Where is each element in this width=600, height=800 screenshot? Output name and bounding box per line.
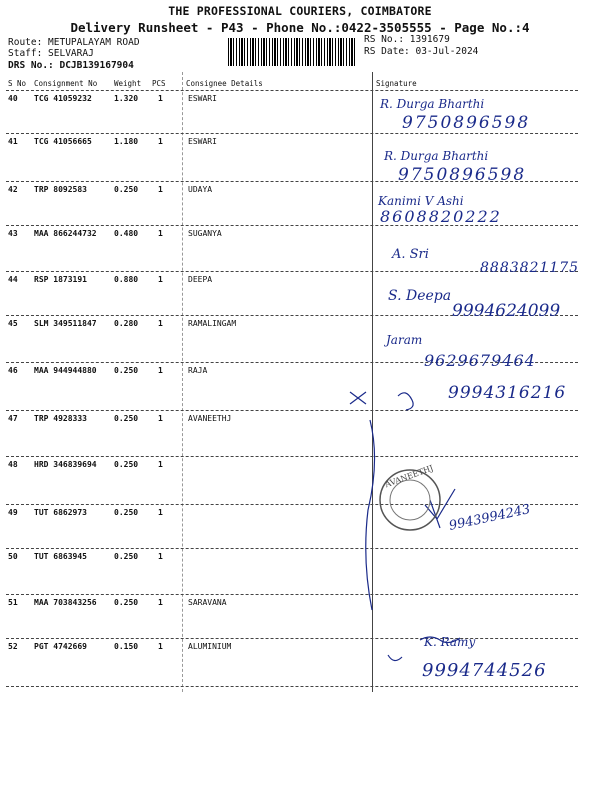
cell-pcs: 1 xyxy=(158,229,163,238)
cell-consignment: TUT 6863945 xyxy=(34,552,87,561)
cell-weight: 0.480 xyxy=(114,229,139,238)
cross-mark xyxy=(350,392,366,404)
rs-date: RS Date: 03-Jul-2024 xyxy=(364,46,479,57)
cell-weight: 0.150 xyxy=(114,642,139,651)
col-weight: Weight xyxy=(114,79,142,88)
cell-weight: 0.250 xyxy=(114,598,139,607)
cell-sno: 42 xyxy=(8,185,18,194)
cell-weight: 0.250 xyxy=(114,552,139,561)
sig-phone-49: 9943994243 xyxy=(447,502,532,534)
sig-phone-46: 9994316216 xyxy=(448,383,567,403)
cell-consignment: TRP 8092583 xyxy=(34,185,87,194)
sig-phone-52: 9994744526 xyxy=(422,660,547,681)
route-label: Route: METUPALAYAM ROAD xyxy=(8,37,140,48)
col-signature: Signature xyxy=(376,79,417,88)
cell-pcs: 1 xyxy=(158,137,163,146)
cell-consignee: UDAYA xyxy=(188,185,213,194)
cell-consignee: DEEPA xyxy=(188,275,213,284)
cell-consignment: TCG 41056665 xyxy=(34,137,92,146)
cell-sno: 50 xyxy=(8,552,18,561)
cell-consignee: ESWARI xyxy=(188,94,217,103)
cell-consignee: RAMALINGAM xyxy=(188,319,237,328)
cell-consignment: MAA 866244732 xyxy=(34,229,97,238)
sig-name-40: R. Durga Bharthi xyxy=(380,97,485,111)
cell-sno: 48 xyxy=(8,460,18,469)
cell-sno: 46 xyxy=(8,366,18,375)
cell-pcs: 1 xyxy=(158,366,163,375)
col-consignee: Consignee Details xyxy=(186,79,263,88)
cell-pcs: 1 xyxy=(158,598,163,607)
cell-pcs: 1 xyxy=(158,275,163,284)
sig-name-44: S. Deepa xyxy=(388,288,452,304)
cell-consignment: TRP 4928333 xyxy=(34,414,87,423)
cell-weight: 0.250 xyxy=(114,414,139,423)
long-stroke xyxy=(366,420,375,610)
cell-consignee: AVANEETHJ xyxy=(188,414,232,423)
cell-consignment: TCG 41059232 xyxy=(34,94,92,103)
sig-name-43: A. Sri xyxy=(392,247,429,262)
cell-consignment: RSP 1873191 xyxy=(34,275,87,284)
cell-pcs: 1 xyxy=(158,552,163,561)
cell-consignee: RAJA xyxy=(188,366,208,375)
cell-sno: 52 xyxy=(8,642,18,651)
cell-consignment: MAA 944944880 xyxy=(34,366,97,375)
runsheet-subtitle: Delivery Runsheet - P43 - Phone No.:0422-3505555 - Page No.:4 xyxy=(70,20,530,35)
cell-weight: 1.320 xyxy=(114,94,139,103)
handwriting-group xyxy=(350,97,579,681)
cell-weight: 0.250 xyxy=(114,508,139,517)
drs-number: DRS No.: DCJB139167904 xyxy=(8,60,134,71)
sig-phone-40: 9750896598 xyxy=(402,113,531,133)
cell-weight: 0.280 xyxy=(114,319,139,328)
cell-consignment: HRD 346839694 xyxy=(34,460,97,469)
cell-sno: 40 xyxy=(8,94,18,103)
cell-consignee: SUGANYA xyxy=(188,229,222,238)
sig-name-41: R. Durga Bharthi xyxy=(384,149,489,163)
cell-consignment: SLM 349511847 xyxy=(34,319,97,328)
stamp-inner-circle xyxy=(390,480,430,520)
cell-pcs: 1 xyxy=(158,319,163,328)
cell-consignee: ALUMINIUM xyxy=(188,642,232,651)
sig-phone-44: 9994624099 xyxy=(452,301,561,321)
cell-consignee: SARAVANA xyxy=(188,598,227,607)
stamp-text: AVANEETHJ xyxy=(383,463,435,490)
cell-pcs: 1 xyxy=(158,185,163,194)
cell-sno: 45 xyxy=(8,319,18,328)
cell-consignment: PGT 4742669 xyxy=(34,642,87,651)
sig-phone-41: 9750896598 xyxy=(398,165,527,185)
sig-name-45: Jaram xyxy=(386,333,423,347)
cell-sno: 41 xyxy=(8,137,18,146)
cell-consignment: TUT 6862973 xyxy=(34,508,87,517)
delivery-stamp xyxy=(380,463,440,530)
sig-phone-43: 8883821175 xyxy=(480,260,580,276)
cell-sno: 49 xyxy=(8,508,18,517)
scribble-46 xyxy=(398,393,413,410)
cell-weight: 0.250 xyxy=(114,460,139,469)
company-title: THE PROFESSIONAL COURIERS, COIMBATORE xyxy=(168,4,432,18)
cell-pcs: 1 xyxy=(158,460,163,469)
cell-weight: 0.880 xyxy=(114,275,139,284)
rs-number: RS No.: 1391679 xyxy=(364,34,450,45)
col-sno: S No xyxy=(8,79,27,88)
cell-sno: 44 xyxy=(8,275,18,284)
cell-sno: 43 xyxy=(8,229,18,238)
cell-consignee: ESWARI xyxy=(188,137,217,146)
staff-label: Staff: SELVARAJ xyxy=(8,48,94,59)
sig-phone-42: 8608820222 xyxy=(380,207,502,226)
col-consignment: Consignment No xyxy=(34,79,98,88)
cell-pcs: 1 xyxy=(158,414,163,423)
cell-pcs: 1 xyxy=(158,94,163,103)
cell-consignment: MAA 703843256 xyxy=(34,598,97,607)
cell-weight: 1.180 xyxy=(114,137,139,146)
cell-sno: 51 xyxy=(8,598,18,607)
sig-phone-45: 9629679464 xyxy=(424,351,536,370)
col-pcs: PCS xyxy=(152,79,166,88)
sig-name-52: K. Ramy xyxy=(424,635,476,649)
cell-weight: 0.250 xyxy=(114,185,139,194)
cell-weight: 0.250 xyxy=(114,366,139,375)
sig-name-42: Kanimi V Ashi xyxy=(378,194,464,208)
cell-pcs: 1 xyxy=(158,508,163,517)
cell-pcs: 1 xyxy=(158,642,163,651)
cell-sno: 47 xyxy=(8,414,18,423)
